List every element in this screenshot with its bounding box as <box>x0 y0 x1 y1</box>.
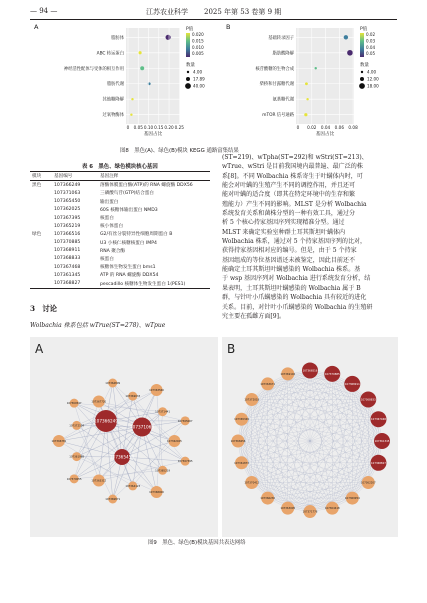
node-label: 107361988 <box>69 455 85 459</box>
legend-count-value: 12.00 <box>367 76 379 82</box>
node-label: 107371776 <box>302 510 318 514</box>
data-point <box>130 114 132 116</box>
category-label: 脂肪酸降解 <box>272 51 294 57</box>
col-annotation: 基因注释 <box>98 172 210 181</box>
table-row <box>30 247 210 255</box>
journal-name: 江苏农业科学 <box>146 8 188 16</box>
body-line: 能会对叶螨的生殖产生不同的调控作用，并且还可 <box>222 182 356 190</box>
table-row <box>30 263 210 271</box>
section-heading: 3 讨论 <box>30 304 57 313</box>
body-line: 果表明，土耳其斯坦叶螨感染的 Wolbachia 属于 B <box>222 284 361 292</box>
cell-module <box>30 189 52 197</box>
cell-module <box>30 214 52 222</box>
legend-p-value: 0.010 <box>192 44 204 50</box>
table-row <box>30 239 210 247</box>
cell-annotation: G2/有丝分裂特异性细胞周期蛋白 B <box>100 232 173 238</box>
discussion-right-column <box>222 153 398 321</box>
body-line: 殖能力）产生不同的影响。MLST 是分析 Wolbachia <box>222 200 367 208</box>
node-label: 107367468 <box>371 418 386 422</box>
legend-p-value: 0.02 <box>366 32 376 37</box>
cell-gene-id: 107370885 <box>54 240 81 246</box>
node-label: 107363671 <box>260 382 276 386</box>
cell-module <box>30 222 52 230</box>
body-line: 获得持家基因相对应的编号。但是，由于 5 个持家 <box>222 247 357 255</box>
node-label: 107369954 <box>344 497 360 501</box>
cell-gene-id: 107368833 <box>54 256 81 262</box>
discussion-left-para: Wolbachia 株系包括 wTrue(ST=278)、wTpue <box>30 322 166 329</box>
hub-label: 107366249 <box>94 418 118 424</box>
body-line: 能确定土耳其斯坦叶螨感染的 Wolbachia 株系。基 <box>222 266 361 274</box>
hub-label: 107365450 <box>110 454 134 460</box>
node-label: 107364899 <box>105 381 121 385</box>
cell-annotation: 输出蛋白 <box>100 199 119 205</box>
cell-annotation: U3 小核仁核糖核蛋白 IMP4 <box>100 240 157 246</box>
data-point <box>140 66 144 70</box>
legend-size-dot <box>361 71 363 73</box>
legend-p-value: 0.015 <box>192 38 204 44</box>
table-row <box>30 255 210 263</box>
category-label: 过氧物酶体 <box>102 113 124 119</box>
node-label: 107372018 <box>244 398 260 402</box>
body-line: 于 wsp 基因序列对 Wolbachia 进行系统发育分析，结 <box>222 275 371 283</box>
legend-colorbar <box>186 33 190 57</box>
body-line: 究主要在孤雌方面[9]。 <box>222 312 285 320</box>
cell-gene-id: 107368911 <box>54 248 81 254</box>
x-tick-label: 0.06 <box>334 125 344 130</box>
node-label: 107365007 <box>177 419 193 423</box>
col-gene-id: 基因编号 <box>52 172 98 181</box>
panel-letter: A <box>35 342 44 356</box>
cell-module <box>30 263 52 271</box>
figure-8-caption: 图8 黑色(A)、绿色(B)模块 KEGG 通路富集结果 <box>120 148 239 154</box>
x-tick-label: 0 <box>126 125 130 130</box>
legend-count-title: 数量 <box>360 63 369 68</box>
category-label: 氨基糖代谢 <box>272 97 294 103</box>
category-label: 柴桥和甘露糖代谢 <box>259 82 294 88</box>
node-label: 107372104 <box>69 424 85 428</box>
category-label: mTOR 信号通路 <box>262 113 294 119</box>
cell-module <box>30 206 52 214</box>
cell-annotation: 核蛋白 <box>100 256 114 262</box>
legend-p-value: 0.005 <box>192 51 204 57</box>
coexpression-network-b <box>222 337 398 537</box>
node-label: 107362207 <box>360 481 376 485</box>
body-line: 基因组成的等位基因谱还未被鉴定，因此目前还不 <box>222 256 356 264</box>
coexpression-network-a <box>30 337 218 537</box>
cell-module: 黑色 <box>32 183 42 189</box>
x-tick-label: 0.25 <box>174 125 184 130</box>
x-tick-label: 0.15 <box>154 125 164 130</box>
table-6-title: 表 6 黑色、绿色模块核心基因 <box>82 164 158 170</box>
panel-letter: A <box>34 23 39 31</box>
cell-module <box>30 255 52 263</box>
node-label: 107368911 <box>344 382 360 386</box>
data-point <box>304 113 307 116</box>
table-row <box>30 230 210 238</box>
table-row <box>30 181 210 190</box>
node-label: 107366230 <box>260 497 276 501</box>
body-line: (ST=219)、wTpha(ST=292)和 wStri(ST=213)、 <box>222 154 368 161</box>
node-label: 107363560 <box>149 388 164 392</box>
legend-p-value: 0.04 <box>366 44 376 50</box>
table-row <box>30 189 210 197</box>
body-line: 关系。目前，对针叶小爪螨感染的 Wolbachia 的生殖研 <box>222 303 373 311</box>
cell-module <box>30 271 52 279</box>
table-row <box>30 271 210 279</box>
node-label: 107363095 <box>280 507 296 511</box>
legend-size-dot <box>187 71 189 73</box>
category-label: ABC 转运蛋白 <box>96 51 124 57</box>
node-label: 107370055 <box>66 477 82 481</box>
legend-count-value: 18.00 <box>367 83 379 89</box>
plot-background <box>296 28 354 124</box>
body-line: Wolbachia 株系，通过对 5 个持家基因序列的比对， <box>222 238 367 246</box>
node-label: 107360547 <box>66 402 82 406</box>
legend-count-value: 4.00 <box>193 69 203 75</box>
data-point <box>138 51 141 54</box>
col-module: 模块 <box>30 172 52 181</box>
x-tick-label: 0.08 <box>348 125 358 130</box>
node-label: 107369033 <box>125 395 141 399</box>
kegg-dotplot-a <box>30 22 230 148</box>
legend-p-value: 0.05 <box>366 51 376 57</box>
legend-colorbar <box>360 33 364 57</box>
node-label: 107364418 <box>324 507 340 511</box>
legend-p-value: 0.020 <box>192 32 204 37</box>
table-row <box>30 206 210 214</box>
cell-gene-id: 107362025 <box>54 207 81 213</box>
cell-annotation: pescadillo 核糖体生物发生蛋白 1(PES1) <box>98 279 210 288</box>
node-label: 107366781 <box>51 440 67 443</box>
table-row <box>30 222 210 230</box>
category-label: 基础转录因子 <box>268 35 294 41</box>
node-label: 107365219 <box>155 469 171 473</box>
x-tick-label: 0.04 <box>320 125 331 130</box>
x-tick-label: 0.02 <box>307 125 317 130</box>
kegg-dotplot-b <box>222 22 402 148</box>
node-label: 107369102 <box>280 372 296 376</box>
x-axis-label: 基因占比 <box>143 132 163 137</box>
node-label: 107368000 <box>149 491 164 495</box>
legend-size-dot <box>186 77 190 81</box>
cell-module <box>30 247 52 255</box>
cell-annotation: 三磷酸鸟苷(GTP)结合蛋白 <box>100 191 154 197</box>
body-line: 系统发育关系和菌株分型的一种有效工具，通过分 <box>222 210 356 218</box>
data-point <box>315 67 317 69</box>
node-label: 107368456 <box>230 440 246 443</box>
legend-size-dot <box>185 83 191 89</box>
cell-module: 绿色 <box>32 232 42 238</box>
cell-annotation: 60S 核糖体输出蛋白 NMD3 <box>100 207 158 213</box>
node-label: 107366516 <box>302 369 318 373</box>
table-row <box>30 279 210 288</box>
node-label: 107361873 <box>234 461 249 465</box>
cell-module <box>30 198 52 206</box>
node-label: 107370412 <box>244 481 260 485</box>
x-tick-label: 0.10 <box>143 125 154 130</box>
body-line: 群，与针叶小爪螨感染的 Wolbachia 具有较近的进化 <box>222 294 367 302</box>
body-line: 析 5 个核心持家基因序列实现精准分型。通过 <box>222 219 345 227</box>
cell-gene-id: 107365219 <box>54 223 81 229</box>
cell-module <box>30 279 52 288</box>
cell-module <box>30 239 52 247</box>
plot-background <box>126 28 180 124</box>
x-tick-label: 0.05 <box>133 125 143 130</box>
body-line: wTrue、wStri 是目前我国境内最普遍、最广泛的株 <box>222 163 363 171</box>
table-row <box>30 198 210 206</box>
node-label: 107362025 <box>166 440 182 443</box>
x-tick-label: 0.20 <box>164 125 174 130</box>
node-label: 107361345 <box>374 440 390 443</box>
legend-count-title: 数量 <box>186 63 195 68</box>
data-point <box>347 50 353 56</box>
cell-annotation: 核糖体生物发生蛋白 bms1 <box>100 265 156 271</box>
cell-gene-id: 107365450 <box>54 199 81 205</box>
category-label: 脂肪代谢 <box>106 82 124 88</box>
table-header-row <box>30 172 210 181</box>
legend-p-value: 0.03 <box>366 38 376 44</box>
cell-annotation: 溶酶体膜蛋白酶(ATP)的 RNA 螺旋酶 DDX56 <box>100 183 193 189</box>
category-label: 脂肪体 <box>111 35 124 41</box>
body-line: 能对叶螨的适合度（即其在特定环境中的生存和繁 <box>222 191 356 199</box>
legend-size-dot <box>360 77 364 81</box>
node-label: 107368827 <box>371 461 386 465</box>
cell-annotation: ATP 的 RNA 螺旋酶 DDX54 <box>100 273 159 279</box>
legend-size-dot <box>359 83 365 89</box>
header-rule <box>30 19 397 20</box>
table-row <box>30 214 210 222</box>
panel-letter: B <box>227 342 236 356</box>
legend-p-title: P值 <box>360 27 368 32</box>
node-label: 107370885 <box>324 372 340 376</box>
table-6 <box>30 171 210 289</box>
node-label: 107364123 <box>125 484 141 488</box>
category-label: 其他糖降解 <box>102 97 124 103</box>
data-point <box>166 35 171 40</box>
node-label: 107365349 <box>234 418 249 422</box>
cell-gene-id: 107368827 <box>52 279 98 288</box>
cell-gene-id: 107361345 <box>54 272 81 278</box>
hub-label: 107371063 <box>130 424 154 430</box>
figure-9-caption: 图9 黑色、绿色(B)模块基因共表达网络 <box>148 540 246 546</box>
cell-annotation: 核蛋白 <box>100 216 114 222</box>
node-label: 107363312 <box>91 479 107 483</box>
node-label: 107367395 <box>177 460 193 464</box>
x-tick-label: 0 <box>296 125 300 130</box>
cell-gene-id: 107371063 <box>54 190 81 196</box>
page-number: — 94 — <box>30 7 58 15</box>
x-axis-label: 基因占比 <box>315 132 335 137</box>
panel-letter: B <box>226 23 231 31</box>
cell-gene-id: 107366516 <box>54 231 81 237</box>
legend-count-value: 17.89 <box>193 76 205 82</box>
legend-p-title: P值 <box>186 27 194 32</box>
cell-annotation: 核小体蛋白 <box>100 224 123 230</box>
data-point <box>131 98 133 100</box>
node-label: 107368833 <box>360 398 376 402</box>
legend-count-value: 40.00 <box>193 83 205 89</box>
category-label: 神经活性配体与受体的相互作用 <box>63 66 124 72</box>
journal-issue: 2025 年第 53 卷第 9 期 <box>204 8 282 16</box>
cell-gene-id: 107366249 <box>54 182 81 188</box>
cell-gene-id: 107367468 <box>54 264 81 270</box>
body-line: 系[8]。不同 Wolbachia 株系寄生于叶螨体内时，可 <box>222 172 363 180</box>
node-label: 107369871 <box>105 498 121 502</box>
data-point <box>306 98 308 100</box>
legend-count-value: 4.00 <box>367 69 377 75</box>
data-point <box>344 35 348 39</box>
node-label: 107367720 <box>91 400 107 404</box>
category-label: 核苷酸糖的生物合成 <box>255 66 294 72</box>
data-point <box>305 82 308 85</box>
cell-gene-id: 107367395 <box>54 215 81 221</box>
node-label: 107371441 <box>155 410 171 414</box>
cell-annotation: RNA 聚合酶 <box>100 248 126 254</box>
body-line: MLST 来确定实验室种群土耳其斯坦叶螨体内 <box>222 228 346 236</box>
